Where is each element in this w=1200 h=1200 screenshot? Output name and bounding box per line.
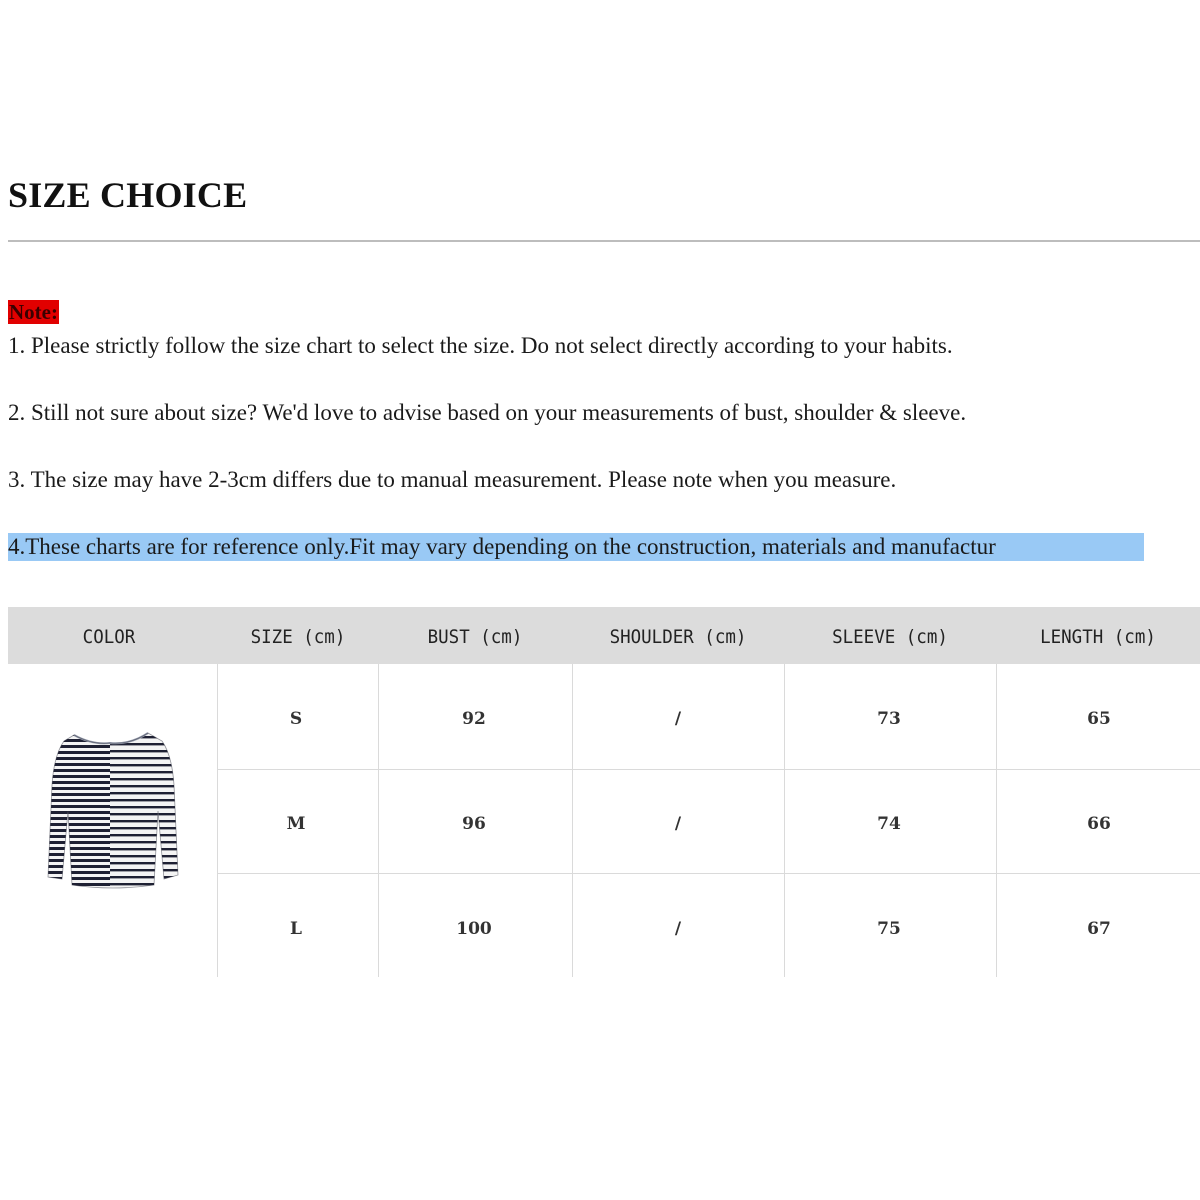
note-label: Note:	[9, 300, 58, 324]
cell-length: 67	[1087, 919, 1111, 939]
column-divider	[572, 664, 573, 977]
row-divider	[217, 769, 1200, 770]
column-divider	[996, 664, 997, 977]
cell-shoulder: /	[674, 709, 682, 729]
cell-size: M	[286, 814, 306, 834]
cell-sleeve: 74	[877, 814, 901, 834]
header-shoulder: SHOULDER (cm)	[609, 626, 747, 648]
column-divider	[378, 664, 379, 977]
note-line-3: 3. The size may have 2-3cm differs due to manual measurement. Please note when you measure.	[8, 467, 897, 492]
column-divider	[784, 664, 785, 977]
cell-length: 66	[1087, 814, 1111, 834]
striped-long-sleeve-shirt-icon	[12, 715, 198, 899]
cell-bust: 100	[456, 919, 492, 939]
cell-bust: 92	[462, 709, 486, 729]
cell-shoulder: /	[674, 814, 682, 834]
note-line-2: 2. Still not sure about size? We'd love to advise based on your measurements of bust, shoulder & sleeve.	[8, 400, 967, 425]
shirt-shape	[48, 733, 178, 888]
cell-sleeve: 75	[877, 919, 901, 939]
page-title: SIZE CHOICE	[8, 175, 248, 215]
cell-size: L	[290, 919, 302, 939]
row-divider	[217, 873, 1200, 874]
header-color: COLOR	[82, 626, 136, 648]
cell-shoulder: /	[674, 919, 682, 939]
cell-sleeve: 73	[877, 709, 901, 729]
header-length: LENGTH (cm)	[1040, 626, 1156, 648]
header-size: SIZE (cm)	[250, 626, 346, 648]
note-line-4-highlighted[interactable]: 4.These charts are for reference only.Fit may vary depending on the construction, materials and manufactur	[8, 533, 1144, 561]
table-header	[8, 607, 1200, 664]
cell-size: S	[289, 709, 303, 729]
title-divider	[8, 240, 1200, 242]
header-sleeve: SLEEVE (cm)	[832, 626, 948, 648]
column-divider	[217, 664, 218, 977]
header-bust: BUST (cm)	[427, 626, 523, 648]
cell-bust: 96	[462, 814, 486, 834]
cell-length: 65	[1087, 709, 1111, 729]
note-line-1: 1. Please strictly follow the size chart to select the size. Do not select directly according to your habits.	[8, 333, 953, 358]
